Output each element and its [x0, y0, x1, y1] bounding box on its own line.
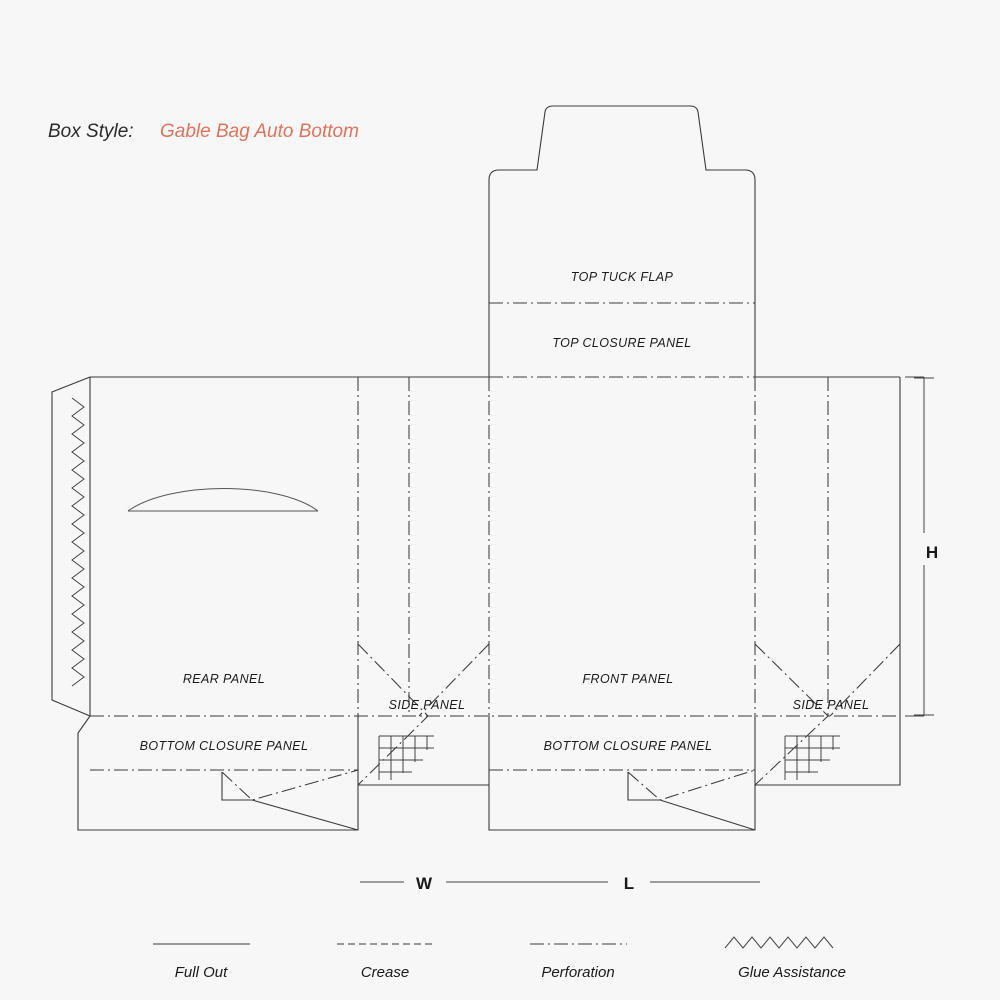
label-side-panel-right: SIDE PANEL: [792, 698, 870, 712]
label-front-panel: FRONT PANEL: [582, 672, 674, 686]
legend-item-perforation: [530, 944, 627, 981]
label-dimension-w: W: [415, 874, 433, 893]
title-value: Gable Bag Auto Bottom: [160, 121, 359, 142]
rear-panel: [128, 489, 318, 687]
label-rear-panel: REAR PANEL: [182, 672, 266, 686]
bottom-closure-panel-left: [78, 716, 358, 830]
main-body-outline: [90, 377, 900, 716]
legend-label-perforation: Perforation: [541, 964, 615, 981]
top-tuck-assembly: [489, 106, 755, 377]
label-top-closure-panel: TOP CLOSURE PANEL: [552, 336, 692, 350]
legend: [153, 937, 846, 981]
legend-label-crease: Crease: [360, 964, 410, 981]
label-dimension-l: L: [623, 874, 635, 893]
label-side-panel-left: SIDE PANEL: [388, 698, 466, 712]
legend-label-glue-assistance: Glue Assistance: [738, 964, 846, 981]
glue-flap: [52, 377, 90, 716]
legend-item-glue-assistance: [725, 937, 846, 981]
label-dimension-h: H: [925, 543, 939, 562]
legend-item-crease: [337, 944, 434, 981]
label-top-tuck-flap: TOP TUCK FLAP: [570, 270, 674, 284]
title-prefix: Box Style:: [48, 121, 134, 142]
vertical-creases: [358, 377, 828, 716]
dimension-width-length: [360, 874, 760, 893]
legend-item-full-out: [153, 944, 250, 981]
dimension-height: [905, 377, 946, 716]
bottom-closure-panel-right: [489, 739, 755, 830]
legend-label-full-out: Full Out: [174, 964, 228, 981]
label-bottom-closure-panel-right: BOTTOM CLOSURE PANEL: [543, 739, 713, 753]
side-panel-left: [358, 644, 489, 785]
label-bottom-closure-panel-left: BOTTOM CLOSURE PANEL: [139, 739, 309, 753]
